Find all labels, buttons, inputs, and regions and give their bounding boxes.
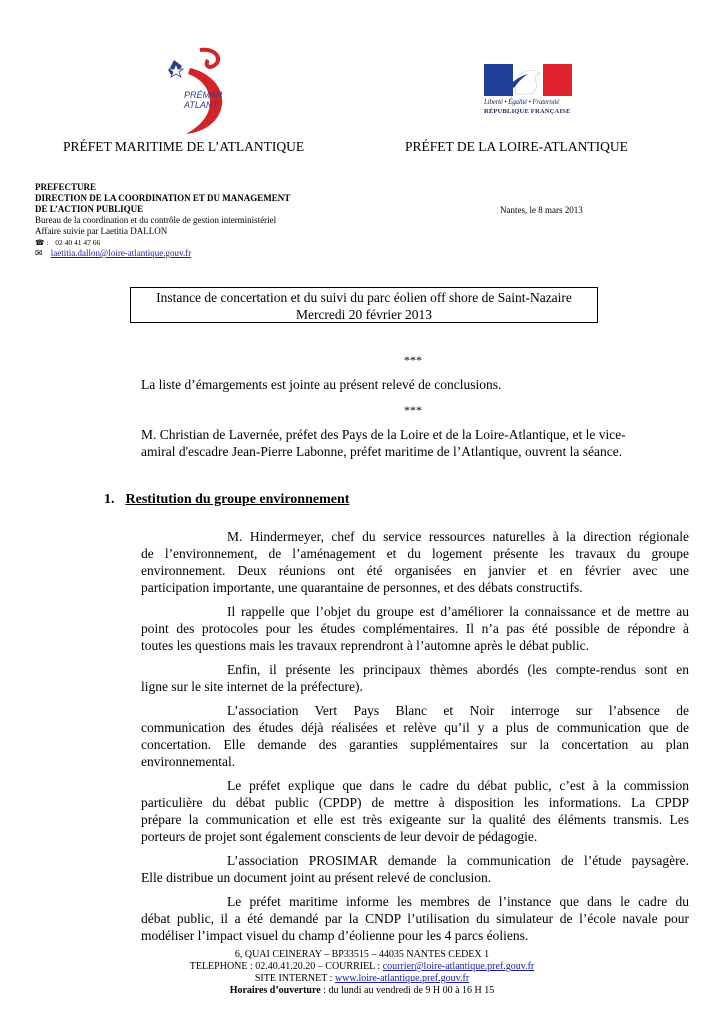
phone-icon: ☎	[35, 238, 45, 247]
republic-motto: Liberté • Égalité • Fraternité	[484, 98, 560, 106]
opening-line-2: amiral d'escadre Jean-Pierre Labonne, préfet maritime de l’Atlantique, ouvrent la séance.	[141, 444, 623, 459]
footer-site-label: SITE INTERNET :	[254, 973, 335, 984]
p2-line-1: Il rappelle que l’objet du groupe est d’améliorer la connaissance et de mettre au	[227, 604, 689, 619]
republique-francaise: RÉPUBLIQUE FRANÇAISE	[484, 108, 571, 115]
p4-line-1: L’association Vert Pays Blanc et Noir interroge sur l’absence de	[227, 703, 689, 718]
right-authority: PRÉFET DE LA LOIRE-ATLANTIQUE	[405, 139, 628, 154]
p2-line-3: toutes les questions mais les travaux reprendront à l’automne après le débat public.	[141, 638, 589, 653]
p7-line-2: débat public, il a été demandé par la CNDP l’utilisation du simulateur de l’école navale pour	[141, 911, 689, 926]
footer-phone-label: TELEPHONE : 02.40.41.20.20 – COURRIEL :	[189, 961, 383, 972]
sender-bureau: Bureau de la coordination et du contrôle de gestion interministériel	[35, 215, 277, 225]
p5-line-4: porteurs de projet sont également conscients de leur devoir de pédagogie.	[141, 829, 538, 844]
footer-email-link[interactable]: courrier@loire-atlantique.pref.gouv.fr	[382, 961, 535, 972]
p1-line-1: M. Hindermeyer, chef du service ressources naturelles à la direction régionale	[227, 529, 689, 544]
footer-hours	[0, 985, 724, 997]
section-title: Restitution du groupe environnement	[125, 492, 350, 507]
p3-line-2: ligne sur le site internet de la préfecture).	[141, 679, 363, 694]
meeting-title-box	[130, 287, 598, 323]
sender-email-row	[35, 248, 191, 259]
footer-website	[0, 973, 724, 985]
footer-contact	[0, 961, 724, 973]
premar-text: PRÉMAR	[184, 90, 223, 100]
p7-line-1: Le préfet maritime informe les membres de l’instance que dans le cadre du	[227, 894, 689, 909]
p1-line-3: environnement. Deux réunions ont été organisées en janvier et en février avec une	[141, 563, 689, 578]
p5-line-1: Le préfet explique que dans le cadre du débat public, c’est à la commission	[227, 778, 689, 793]
meeting-title: Instance de concertation et du suivi du parc éolien off shore de Saint-Nazaire	[156, 290, 572, 305]
phone-number: 02 40 41 47 66	[55, 238, 101, 247]
left-authority: PRÉFET MARITIME DE L’ATLANTIQUE	[63, 139, 305, 154]
meeting-date: Mercredi 20 février 2013	[295, 307, 433, 322]
p6-line-1: L’association PROSIMAR demande la communication de l’étude paysagère.	[227, 853, 689, 868]
p5-line-2: particulière du débat public (CPDP) de mettre à disposition les informations. La CPDP	[141, 795, 689, 810]
sender-email-link[interactable]: laetitia.dallon@loire-atlantique.gouv.fr	[50, 248, 192, 258]
p7-line-3: modéliser l’impact visuel du champ d’éolienne pour les 4 parcs éoliens.	[141, 928, 529, 943]
footer-hours-text: : du lundi au vendredi de 9 H 00 à 16 H 15	[320, 985, 495, 996]
phone-label: :	[46, 238, 49, 247]
sender-phone-row	[35, 237, 100, 248]
p4-line-2: communication des études déjà réalisées et relève qu’il y a plus de communication que de	[141, 720, 689, 735]
footer-site-link[interactable]: www.loire-atlantique.pref.gouv.fr	[334, 973, 470, 984]
tricolor-flag	[484, 64, 572, 96]
sender-contact: Affaire suivie par Laetitia DALLON	[35, 226, 168, 236]
separator-stars-1: ***	[404, 353, 422, 367]
marianne-profile-icon	[506, 66, 550, 96]
envelope-icon: ✉	[35, 248, 43, 258]
footer-address: 6, QUAI CEINERAY – BP33515 – 44035 NANTES CEDEX 1	[234, 949, 490, 960]
intro-paragraph: La liste d’émargements est jointe au présent relevé de conclusions.	[141, 377, 502, 392]
p4-line-3: concertation. Elle demande des garanties supplémentaires sur la concertation au plan	[141, 737, 689, 752]
opening-line-1: M. Christian de Lavernée, préfet des Pays de la Loire et de la Loire-Atlantique, et le vice-	[141, 427, 626, 442]
separator-stars-2: ***	[404, 403, 422, 417]
section-heading	[104, 492, 349, 508]
footer-hours-label: Horaires d’ouverture	[229, 985, 321, 996]
marianne-logo	[484, 64, 574, 124]
p3-line-1: Enfin, il présente les principaux thèmes abordés (les compte-rendus sont en	[227, 662, 689, 677]
p1-line-4: participation importante, une quarantaine de personnes, et des débats constructifs.	[141, 580, 583, 595]
document-date: Nantes, le 8 mars 2013	[500, 205, 583, 215]
section-number: 1.	[104, 492, 115, 507]
premar-logo-graphic	[160, 46, 232, 138]
p5-line-3: prépare la communication et elle est très exigeante sur la qualité des éléments transmis. Les	[141, 812, 689, 827]
p4-line-4: environnemental.	[141, 754, 236, 769]
sender-direction: DIRECTION DE LA COORDINATION ET DU MANAGEMENT	[35, 193, 291, 203]
p2-line-2: point des protocoles pour les études complémentaires. Il n’a pas été possible de répondre à	[141, 621, 689, 636]
atlant-text: ATLANT	[184, 100, 218, 110]
p1-line-2: de l’environnement, de l’aménagement et du logement présente les travaux du groupe	[141, 546, 689, 561]
p6-line-2: Elle distribue un document joint au présent relevé de conclusion.	[141, 870, 492, 885]
premar-atlant-logo	[160, 46, 232, 138]
sender-prefecture: PREFECTURE	[35, 182, 97, 192]
sender-direction-2: DE L’ACTION PUBLIQUE	[35, 204, 144, 214]
